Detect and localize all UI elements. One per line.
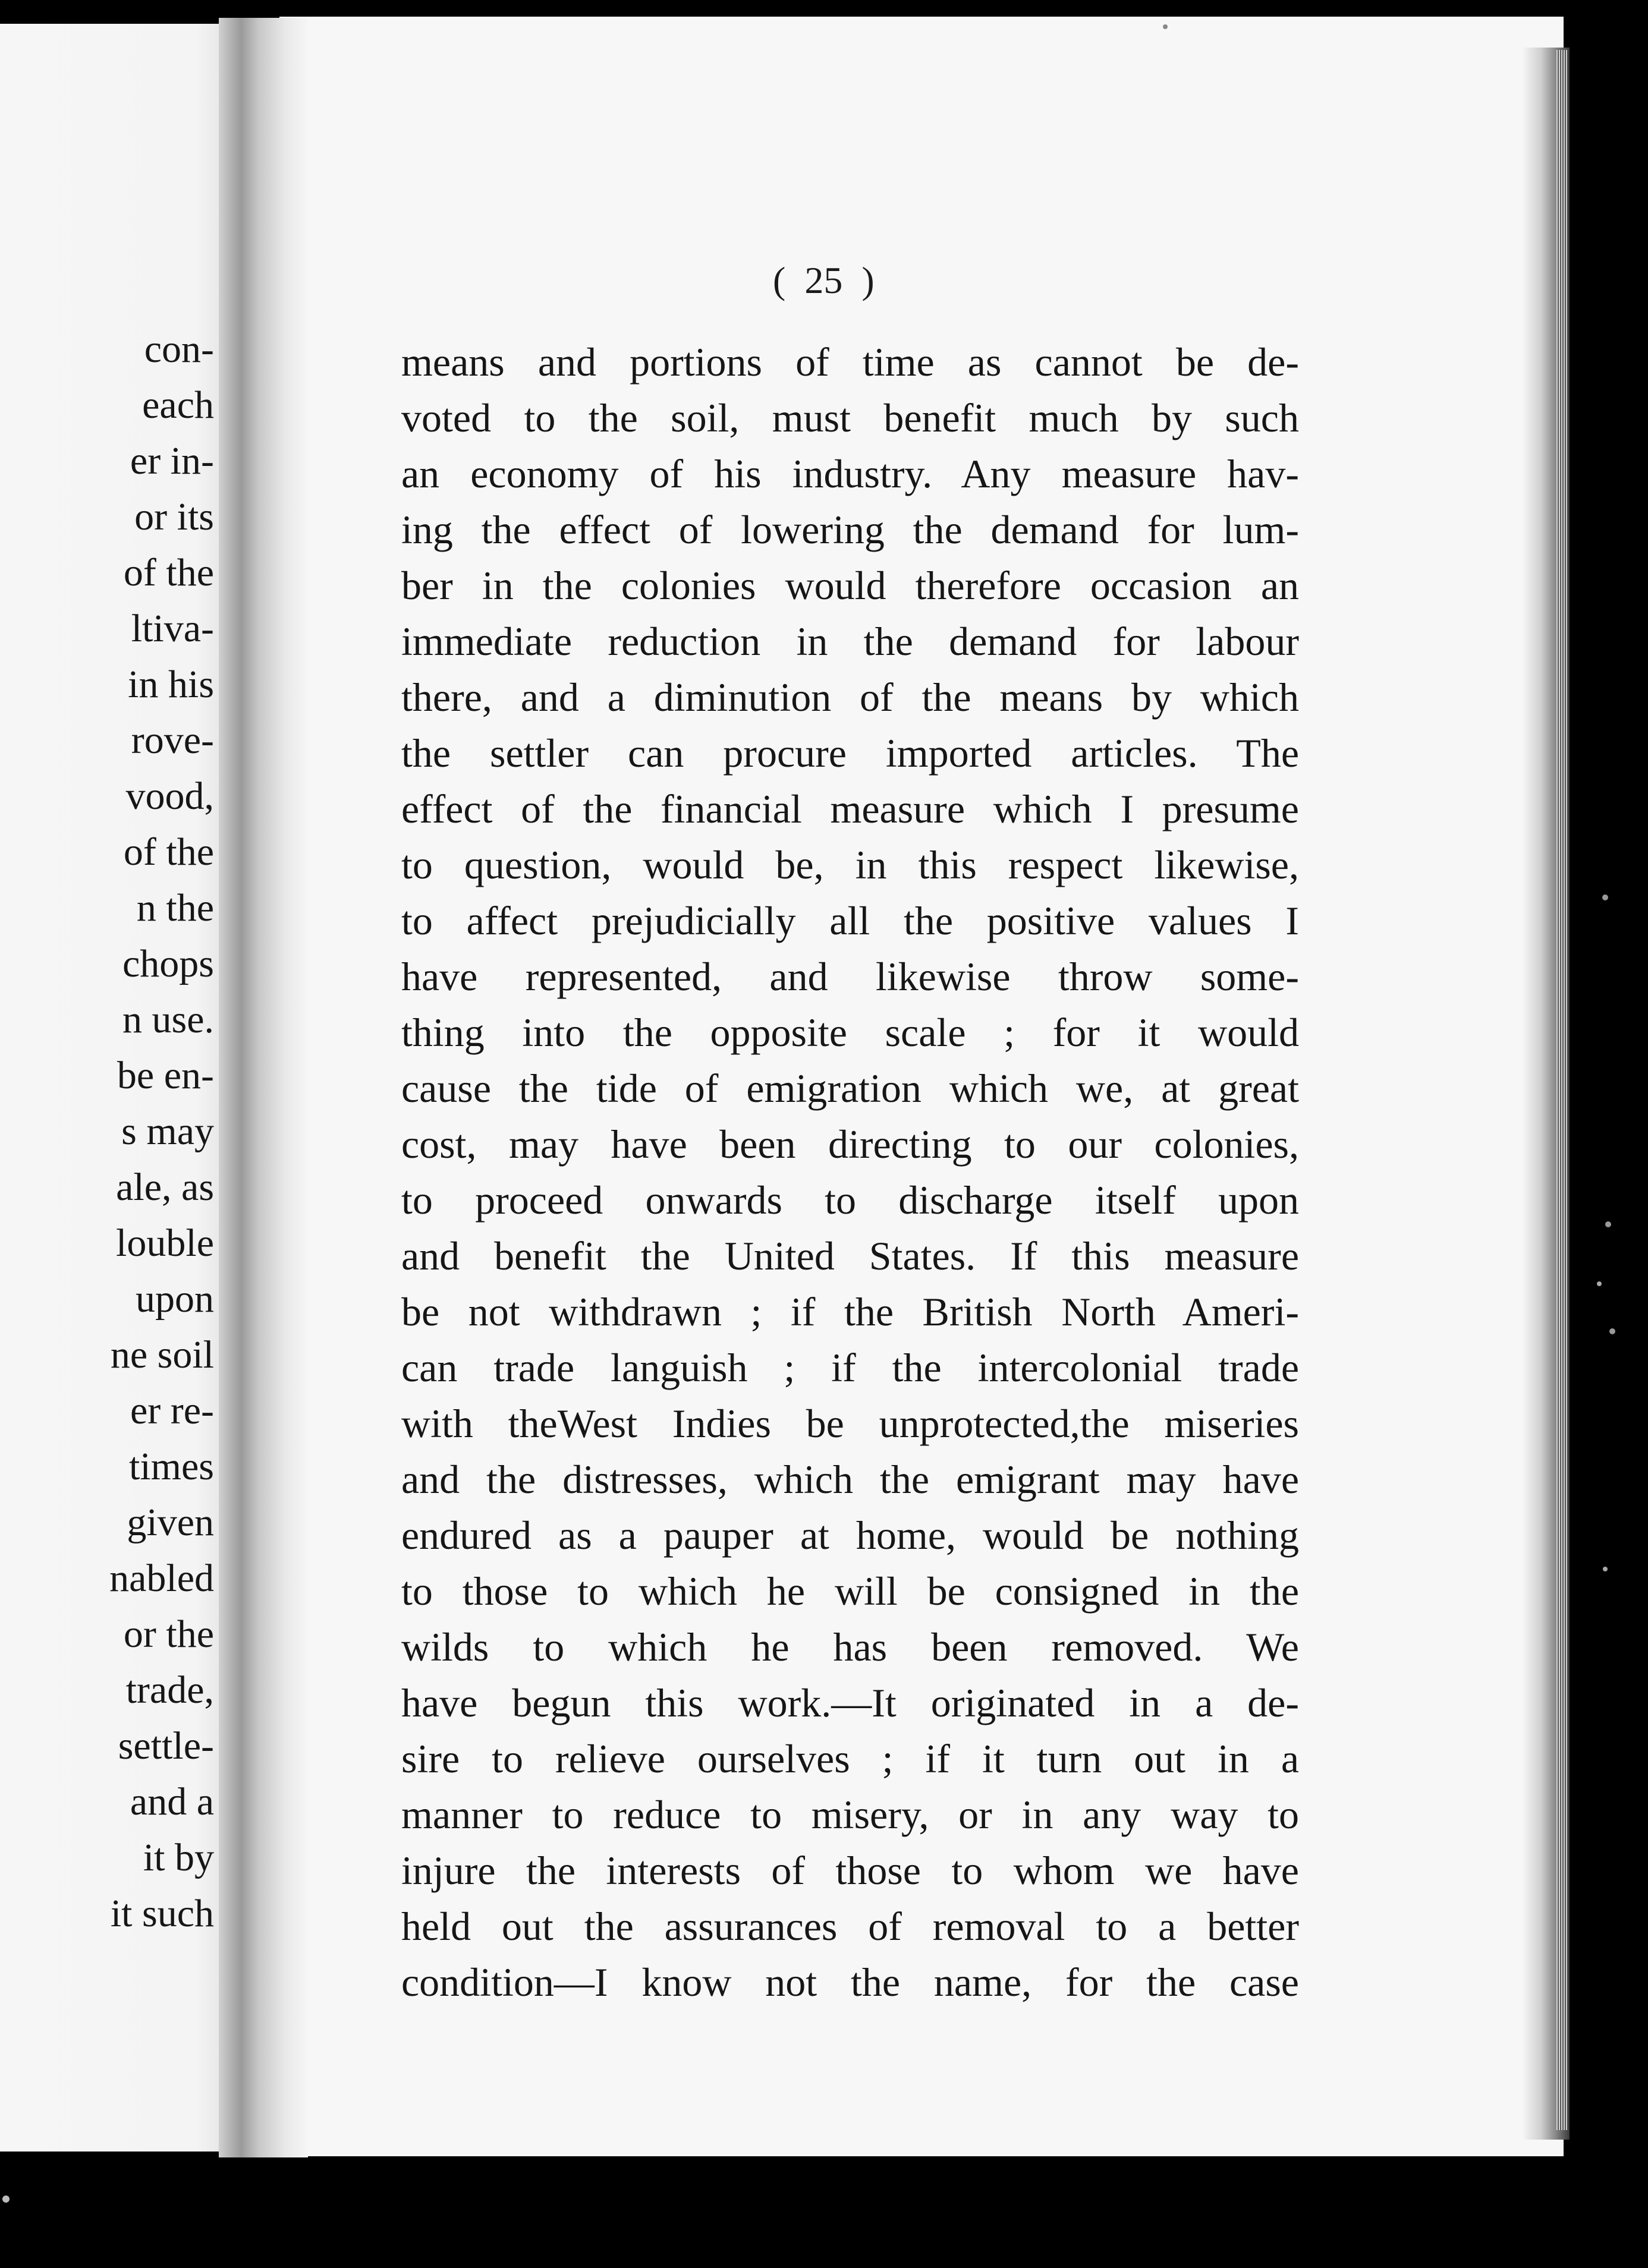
left-line: it such <box>110 1892 214 1935</box>
left-line: nabled <box>109 1557 214 1600</box>
text-line: be not withdrawn ; if the British North Ameri- <box>401 1289 1299 1334</box>
text-line: cause the tide of emigration which we, at great <box>401 1066 1299 1111</box>
text-line: injure the interests of those to whom we have <box>401 1848 1299 1893</box>
text-line: an economy of his industry. Any measure hav- <box>401 451 1299 496</box>
left-line: or its <box>134 495 214 538</box>
left-line: ne soil <box>110 1333 214 1376</box>
left-line: be en- <box>117 1054 214 1097</box>
text-line: endured as a pauper at home, would be nothing <box>401 1513 1299 1558</box>
left-line: settle- <box>118 1724 214 1768</box>
left-line: ale, as <box>116 1166 214 1209</box>
left-line: er in- <box>130 439 214 483</box>
left-line: er re- <box>130 1389 214 1432</box>
text-line: to affect prejudicially all the positive values I <box>401 898 1299 943</box>
text-line: ing the effect of lowering the demand for lum- <box>401 507 1299 552</box>
left-line: of the <box>123 551 214 594</box>
text-line: held out the assurances of removal to a better <box>401 1904 1299 1949</box>
left-line: of the <box>123 830 214 874</box>
page-number: ( 25 ) <box>773 259 875 301</box>
left-line: louble <box>116 1221 214 1265</box>
left-line: times <box>129 1445 214 1488</box>
text-line: cost, may have been directing to our colonies, <box>401 1122 1299 1167</box>
text-line: with theWest Indies be unprotected,the miseries <box>401 1401 1299 1446</box>
text-line: there, and a diminution of the means by which <box>401 675 1299 720</box>
text-line: to question, would be, in this respect likewise, <box>401 842 1299 887</box>
left-line: given <box>127 1501 214 1544</box>
text-line: have represented, and likewise throw some- <box>401 954 1299 999</box>
text-line: manner to reduce to misery, or in any way to <box>401 1792 1299 1837</box>
text-line: wilds to which he has been removed. We <box>401 1624 1299 1670</box>
left-line: or the <box>123 1612 214 1656</box>
text-line: means and portions of time as cannot be de- <box>401 339 1299 385</box>
left-line: trade, <box>125 1668 214 1712</box>
left-line: con- <box>144 327 214 371</box>
text-line: to those to which he will be consigned in the <box>401 1568 1299 1614</box>
left-line: chops <box>122 942 214 985</box>
left-line: vood, <box>125 774 214 818</box>
text-line: ber in the colonies would therefore occasion an <box>401 563 1299 608</box>
left-line: in his <box>128 663 214 706</box>
text-line: and benefit the United States. If this measure <box>401 1233 1299 1278</box>
text-line: have begun this work.—It originated in a de- <box>401 1680 1299 1725</box>
left-line: each <box>142 383 214 427</box>
left-line: it by <box>143 1836 214 1879</box>
left-line: n use. <box>122 998 214 1041</box>
text-line: and the distresses, which the emigrant may have <box>401 1457 1299 1502</box>
text-line: voted to the soil, must benefit much by such <box>401 395 1299 440</box>
text-line: thing into the opposite scale ; for it would <box>401 1010 1299 1055</box>
left-line: and a <box>130 1780 214 1823</box>
text-line: effect of the financial measure which I presume <box>401 786 1299 831</box>
left-line: n the <box>136 886 214 930</box>
left-line: ltiva- <box>131 607 214 650</box>
text-line: to proceed onwards to discharge itself upon <box>401 1177 1299 1223</box>
left-line: rove- <box>131 719 214 762</box>
text-line: sire to relieve ourselves ; if it turn out in a <box>401 1736 1299 1781</box>
text-line: can trade languish ; if the intercolonial trade <box>401 1345 1299 1390</box>
text-line: condition—I know not the name, for the case <box>401 1960 1299 2005</box>
left-line: upon <box>136 1277 214 1321</box>
left-line: s may <box>121 1110 214 1153</box>
text-line: immediate reduction in the demand for labour <box>401 619 1299 664</box>
text-line: the settler can procure imported articles. The <box>401 730 1299 776</box>
